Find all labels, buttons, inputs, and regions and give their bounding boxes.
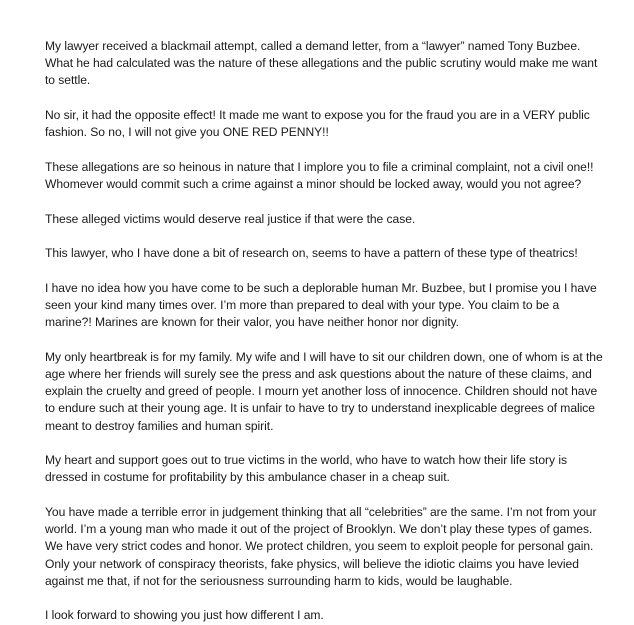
letter-body <box>45 38 605 625</box>
paragraph-opposite-effect: No sir, it had the opposite effect! It made me want to expose you for the fraud you are in a VERY public fashion. So no, I will not give you ONE RED PENNY!! <box>45 108 590 140</box>
paragraph-real-justice: These alleged victims would deserve real justice if that were the case. <box>45 211 416 226</box>
paragraph-theatrics: This lawyer, who I have done a bit of research on, seems to have a pattern of these type of theatrics! <box>45 246 578 261</box>
paragraph-deplorable-human: I have no idea how you have come to be such a deplorable human Mr. Buzbee, but I promise you I have seen your kind many times over. I’m more than prepared to deal with your type. You claim to be a marine?! Marines are known for their valor, you have neither honor nor dignity. <box>45 280 597 330</box>
paragraph-family-heartbreak: My only heartbreak is for my family. My wife and I will have to sit our children down, one of whom is at the age where her friends will surely see the press and ask questions about the nature of these claims, and explain the cruelty and greed of people. I mourn yet another loss of innocence. Children should not have to endure such at their young age. It is unfair to have to try to understand inexplicable degrees of malice meant to destroy families and human spirit. <box>45 349 603 433</box>
paragraph-demand-letter: My lawyer received a blackmail attempt, called a demand letter, from a “lawyer” named Tony Buzbee. What he had calculated was the nature of these allegations and the public scrutiny would make me want to settle. <box>45 39 598 88</box>
paragraph-criminal-complaint: These allegations are so heinous in nature that I implore you to file a criminal complaint, not a civil one!! Whomever would commit such a crime against a minor should be locked away, would you not agree? <box>45 159 594 191</box>
paragraph-celebrities-error: You have made a terrible error in judgement thinking that all “celebrities” are the same. I’m not from your world. I’m a young man who made it out of the project of Brooklyn. We don’t play these types of games. We have very strict codes and honor. We protect children, you seem to exploit people for personal gain. Only your network of conspiracy theorists, fake physics, will believe the idiotic claims you have levied against me that, if not for the seriousness surrounding harm to kids, would be laughable. <box>45 504 597 588</box>
paragraph-closing: I look forward to showing you just how different I am. <box>45 608 324 623</box>
paragraph-true-victims: My heart and support goes out to true victims in the world, who have to watch how their life story is dressed in costume for profitability by this ambulance chaser in a cheap suit. <box>45 453 567 485</box>
